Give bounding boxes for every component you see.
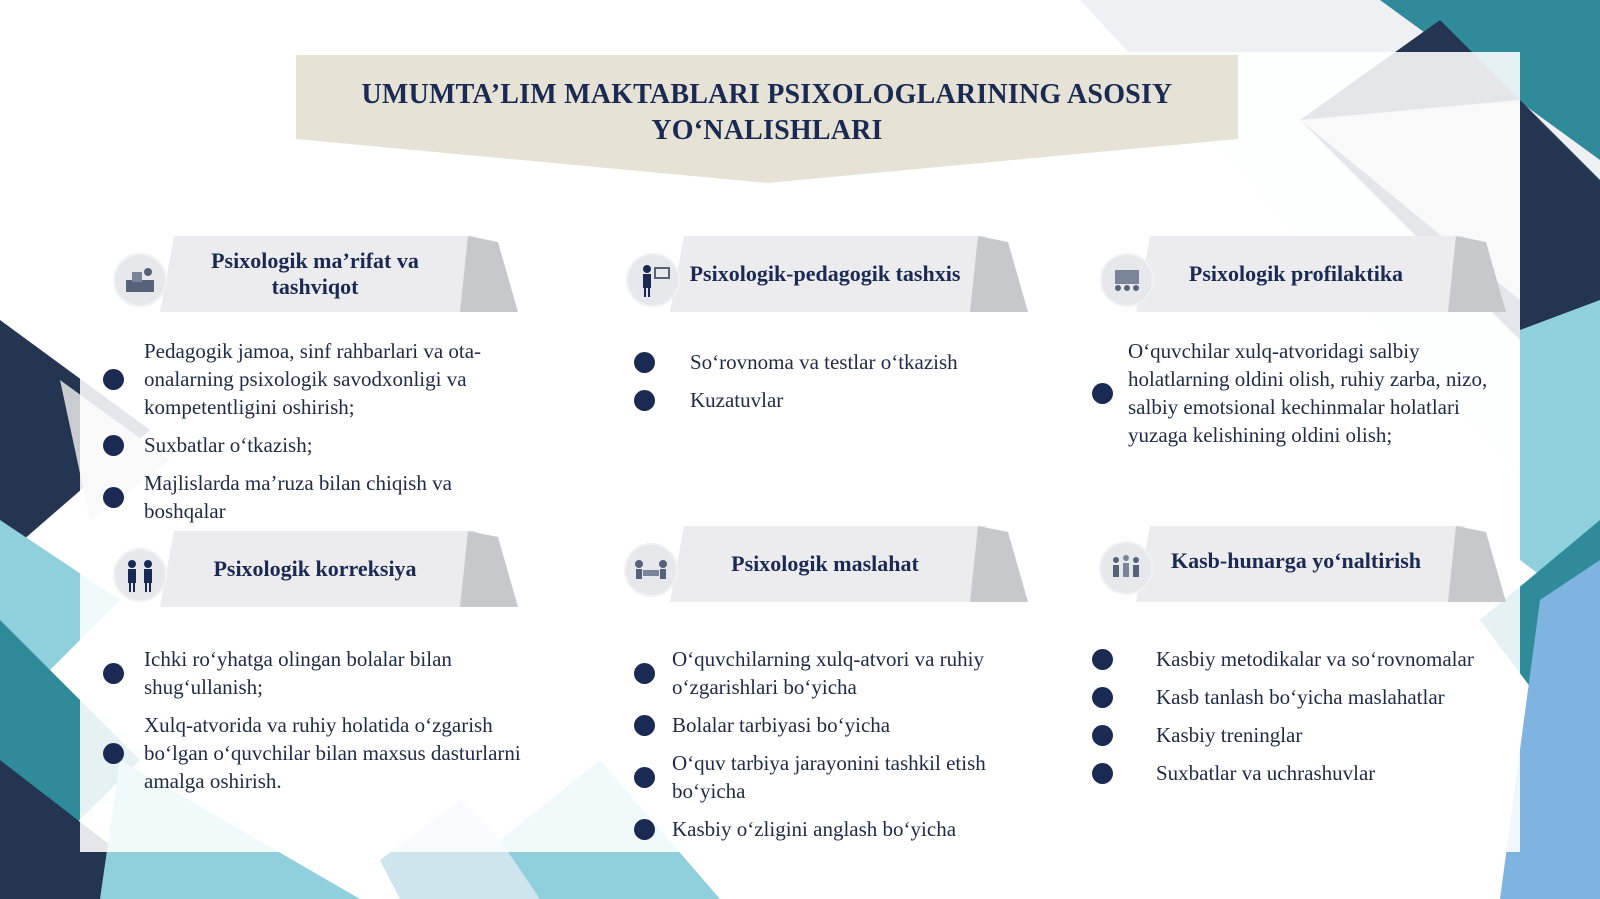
section-heading-text: Psixologik-pedagogik tashxis	[689, 261, 961, 286]
list-item-text: Bolalar tarbiyasi bo‘yicha	[672, 713, 891, 737]
list-item-text: O‘quv tarbiya jarayonini tashkil etish bo‘yicha	[672, 751, 986, 803]
bullet-dot	[103, 663, 124, 684]
section-heading-text: Psixologik maslahat	[731, 551, 919, 576]
section-heading-text: Psixologik korreksiya	[213, 556, 417, 581]
bullet-dot	[634, 390, 655, 411]
list-item	[634, 348, 1034, 376]
list-item	[1092, 645, 1522, 673]
bullet-dot	[634, 715, 655, 736]
list-item	[634, 749, 1034, 805]
section-list-kasb	[1092, 645, 1522, 787]
section-list-maslahat	[634, 645, 1034, 843]
bullet-dot	[103, 435, 124, 456]
bullet-dot	[103, 369, 124, 390]
section-heading-tashxis	[670, 236, 1028, 312]
bullet-dot	[103, 487, 124, 508]
list-item-text: Suxbatlar va uchrashuvlar	[1156, 761, 1376, 785]
list-item-text: O‘quvchilarning xulq-atvori va ruhiy o‘zgarishlari bo‘yicha	[672, 647, 985, 699]
list-item-text: Suxbatlar o‘tkazish;	[144, 433, 313, 457]
consultation-icon	[624, 543, 678, 597]
page-title-line2: YO‘NALISHLARI	[651, 115, 883, 146]
list-item-text: O‘quvchilar xulq-atvoridagi salbiy holatlarning oldini olish, ruhiy zarba, nizo, salbiy emotsional kechinmalar holatlari yuzaga kelishining oldini olish;	[1128, 339, 1488, 447]
bullet-dot	[634, 819, 655, 840]
list-item	[108, 431, 538, 459]
bullet-dot	[103, 743, 124, 764]
section-list-profilaktika	[1092, 337, 1512, 449]
section-heading-maslahat	[670, 526, 1028, 602]
list-item	[1092, 721, 1522, 749]
list-item-text: Kuzatuvlar	[690, 388, 784, 412]
bullet-dot	[1092, 763, 1113, 784]
list-item-text: Pedagogik jamoa, sinf rahbarlari va ota-onalarning psixologik savodxonligi va kompetentligini oshirish;	[144, 339, 482, 419]
list-item	[108, 711, 538, 795]
bullet-dot	[634, 352, 655, 373]
list-item	[634, 815, 1034, 843]
list-item	[108, 645, 538, 701]
section-list-korreksiya	[108, 645, 538, 795]
bullet-dot	[634, 663, 655, 684]
page-title-line1: UMUMTA’LIM MAKTABLARI PSIXOLOGLARINING ASOSIY	[361, 79, 1173, 110]
list-item-text: Kasbiy metodikalar va so‘rovnomalar	[1156, 647, 1474, 671]
section-heading-korreksiya	[160, 531, 518, 607]
section-list-marifat	[108, 337, 538, 525]
bullet-dot	[1092, 687, 1113, 708]
bullet-dot	[1092, 725, 1113, 746]
list-item	[634, 711, 1034, 739]
list-item	[1092, 337, 1512, 449]
section-heading-text: Kasb-hunarga yo‘naltirish	[1171, 548, 1421, 573]
list-item-text: So‘rovnoma va testlar o‘tkazish	[690, 350, 958, 374]
page-title	[296, 77, 1238, 149]
list-item	[634, 386, 1034, 414]
list-item	[634, 645, 1034, 701]
group-meeting-icon	[1100, 253, 1154, 307]
lecture-icon	[113, 253, 167, 307]
list-item-text: Kasbiy treninglar	[1156, 723, 1303, 747]
list-item-text: Kasbiy o‘zligini anglash bo‘yicha	[672, 817, 957, 841]
list-item-text: Kasb tanlash bo‘yicha maslahatlar	[1156, 685, 1445, 709]
bullet-dot	[1092, 383, 1113, 404]
list-item-text: Xulq-atvorida va ruhiy holatida o‘zgarish bo‘lgan o‘quvchilar bilan maxsus dasturlarni amalga oshirish.	[144, 713, 521, 793]
list-item-text: Ichki ro‘yhatga olingan bolalar bilan shug‘ullanish;	[144, 647, 452, 699]
career-icon	[1099, 541, 1153, 595]
section-heading-text: Psixologik profilaktika	[1188, 261, 1404, 286]
section-list-tashxis	[634, 348, 1034, 414]
section-heading-text: Psixologik ma’rifat va tashviqot	[211, 248, 419, 299]
two-people-icon	[113, 548, 167, 602]
list-item	[108, 469, 538, 525]
section-heading-profilaktika	[1136, 236, 1506, 312]
list-item	[1092, 759, 1522, 787]
section-heading-kasb	[1136, 526, 1506, 602]
section-heading-marifat	[160, 236, 518, 312]
bullet-dot	[1092, 649, 1113, 670]
list-item	[1092, 683, 1522, 711]
list-item	[108, 337, 538, 421]
bullet-dot	[634, 767, 655, 788]
title-banner	[296, 55, 1238, 185]
list-item-text: Majlislarda ma’ruza bilan chiqish va boshqalar	[144, 471, 452, 523]
presenter-icon	[626, 253, 680, 307]
